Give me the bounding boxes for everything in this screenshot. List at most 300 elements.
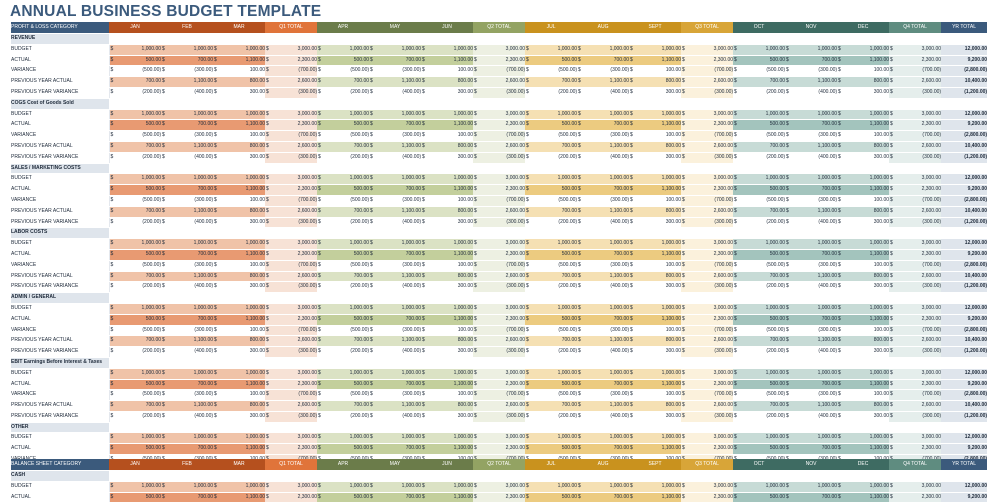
cell-value: (300.00) (269, 411, 317, 422)
table-row (11, 260, 987, 271)
currency-symbol: $ (629, 282, 633, 293)
cell-value: (300.00) (893, 152, 941, 163)
cell-value: (700.00) (685, 66, 733, 77)
currency-symbol: $ (421, 314, 425, 325)
year-total-value: 12,000.00 (941, 174, 987, 185)
currency-symbol: $ (629, 185, 633, 196)
cell-value: 1,100.00 (841, 185, 889, 196)
currency-symbol: $ (525, 260, 529, 271)
cell-value: 1,000.00 (529, 44, 577, 55)
currency-symbol: $ (421, 271, 425, 282)
currency-symbol: $ (265, 481, 269, 492)
cell-value: 700.00 (373, 249, 421, 260)
currency-symbol: $ (473, 174, 477, 185)
currency-symbol: $ (109, 141, 113, 152)
currency-symbol: $ (369, 249, 373, 260)
column-header-q2-total: Q2 TOTAL (473, 459, 525, 471)
currency-symbol: $ (785, 282, 789, 293)
year-total-value: 10,400.00 (941, 336, 987, 347)
currency-symbol: $ (317, 141, 321, 152)
cell-value: 700.00 (789, 314, 837, 325)
currency-symbol: $ (317, 87, 321, 98)
currency-symbol: $ (733, 433, 737, 444)
cell-value: 2,600.00 (685, 336, 733, 347)
cell-value: 1,000.00 (425, 44, 473, 55)
section-title: REVENUE (11, 34, 109, 45)
currency-symbol: $ (785, 401, 789, 412)
currency-symbol: $ (213, 379, 217, 390)
currency-symbol: $ (109, 120, 113, 131)
cell-value: (700.00) (269, 390, 317, 401)
cell-value: 500.00 (737, 120, 785, 131)
cell-value: 1,000.00 (373, 239, 421, 250)
currency-symbol: $ (265, 195, 269, 206)
currency-symbol: $ (681, 444, 685, 455)
currency-symbol: $ (525, 433, 529, 444)
currency-symbol: $ (369, 401, 373, 412)
cell-value: 100.00 (425, 195, 473, 206)
cell-value: 700.00 (789, 185, 837, 196)
currency-symbol: $ (525, 492, 529, 503)
currency-symbol: $ (161, 325, 165, 336)
cell-value: 1,100.00 (633, 379, 681, 390)
cell-value: 1,100.00 (165, 206, 213, 217)
table-row (11, 481, 987, 492)
cell-value: 500.00 (529, 120, 577, 131)
currency-symbol: $ (525, 444, 529, 455)
cell-value: 3,000.00 (477, 109, 525, 120)
year-total-value: 9,200.00 (941, 379, 987, 390)
page-title: ANNUAL BUSINESS BUDGET TEMPLATE (10, 3, 322, 20)
currency-symbol: $ (213, 87, 217, 98)
cell-value: 800.00 (633, 336, 681, 347)
currency-symbol: $ (161, 87, 165, 98)
currency-symbol: $ (577, 336, 581, 347)
cell-value: 500.00 (113, 185, 161, 196)
cell-value: 3,000.00 (893, 44, 941, 55)
currency-symbol: $ (733, 239, 737, 250)
currency-symbol: $ (525, 44, 529, 55)
cell-value: 1,100.00 (217, 120, 265, 131)
cell-value: (200.00) (529, 152, 577, 163)
currency-symbol: $ (525, 282, 529, 293)
cell-value: 1,000.00 (529, 433, 577, 444)
currency-symbol: $ (733, 282, 737, 293)
currency-symbol: $ (161, 185, 165, 196)
currency-symbol: $ (161, 282, 165, 293)
currency-symbol: $ (265, 492, 269, 503)
cell-value: (700.00) (269, 325, 317, 336)
currency-symbol: $ (889, 249, 893, 260)
cell-value: 1,000.00 (581, 481, 629, 492)
cell-value: 100.00 (633, 390, 681, 401)
currency-symbol: $ (317, 109, 321, 120)
cell-value: 3,000.00 (685, 368, 733, 379)
currency-symbol: $ (629, 120, 633, 131)
currency-symbol: $ (889, 239, 893, 250)
currency-symbol: $ (265, 239, 269, 250)
currency-symbol: $ (733, 368, 737, 379)
currency-symbol: $ (369, 347, 373, 358)
currency-symbol: $ (109, 481, 113, 492)
currency-symbol: $ (369, 481, 373, 492)
year-total-value: (2,800.00) (941, 260, 987, 271)
cell-value: 1,000.00 (165, 433, 213, 444)
currency-symbol: $ (837, 433, 841, 444)
currency-symbol: $ (629, 260, 633, 271)
cell-value: (400.00) (789, 282, 837, 293)
currency-symbol: $ (785, 239, 789, 250)
currency-symbol: $ (421, 55, 425, 66)
currency-symbol: $ (785, 411, 789, 422)
cell-value: (300.00) (789, 325, 837, 336)
cell-value: (500.00) (113, 390, 161, 401)
cell-value: 700.00 (529, 401, 577, 412)
cell-value: 700.00 (113, 141, 161, 152)
cell-value: 1,000.00 (113, 44, 161, 55)
currency-symbol: $ (369, 55, 373, 66)
currency-symbol: $ (317, 174, 321, 185)
currency-symbol: $ (421, 206, 425, 217)
cell-value: 700.00 (373, 185, 421, 196)
cell-value: 700.00 (321, 77, 369, 88)
currency-symbol: $ (577, 249, 581, 260)
currency-symbol: $ (473, 120, 477, 131)
currency-symbol: $ (785, 444, 789, 455)
year-total-value: 10,400.00 (941, 141, 987, 152)
cell-value: 2,300.00 (685, 314, 733, 325)
year-total-value: (2,800.00) (941, 66, 987, 77)
cell-value: (200.00) (737, 347, 785, 358)
cell-value: 700.00 (321, 206, 369, 217)
currency-symbol: $ (161, 66, 165, 77)
currency-symbol: $ (317, 368, 321, 379)
row-label: ACTUAL (11, 185, 109, 196)
cell-value: (700.00) (269, 260, 317, 271)
cell-value: 1,100.00 (841, 120, 889, 131)
cell-value: 1,000.00 (165, 239, 213, 250)
currency-symbol: $ (733, 401, 737, 412)
cell-value: 1,000.00 (633, 174, 681, 185)
cell-value: (700.00) (893, 390, 941, 401)
cell-value: 2,300.00 (893, 55, 941, 66)
section-row (11, 293, 987, 304)
currency-symbol: $ (265, 303, 269, 314)
currency-symbol: $ (161, 444, 165, 455)
cell-value: 500.00 (113, 249, 161, 260)
cell-value: 100.00 (841, 66, 889, 77)
currency-symbol: $ (837, 239, 841, 250)
table-row (11, 131, 987, 142)
currency-symbol: $ (629, 303, 633, 314)
cell-value: (300.00) (685, 411, 733, 422)
cell-value: 700.00 (165, 314, 213, 325)
column-header-aug: AUG (577, 459, 629, 471)
currency-symbol: $ (785, 336, 789, 347)
currency-symbol: $ (317, 401, 321, 412)
cell-value: (200.00) (529, 282, 577, 293)
cell-value: 1,000.00 (165, 109, 213, 120)
currency-symbol: $ (889, 347, 893, 358)
currency-symbol: $ (421, 44, 425, 55)
cell-value: 1,100.00 (373, 336, 421, 347)
currency-symbol: $ (161, 401, 165, 412)
cell-value: (200.00) (113, 347, 161, 358)
currency-symbol: $ (213, 131, 217, 142)
cell-value: 1,100.00 (425, 120, 473, 131)
year-total-value: 9,200.00 (941, 249, 987, 260)
cell-value: (500.00) (113, 66, 161, 77)
currency-symbol: $ (109, 260, 113, 271)
column-header-jun: JUN (421, 22, 473, 34)
currency-symbol: $ (733, 217, 737, 228)
cell-value: (300.00) (373, 195, 421, 206)
cell-value: 1,000.00 (581, 303, 629, 314)
currency-symbol: $ (109, 325, 113, 336)
cell-value: 700.00 (737, 206, 785, 217)
cell-value: 1,100.00 (633, 314, 681, 325)
cell-value: 1,000.00 (425, 433, 473, 444)
currency-symbol: $ (369, 141, 373, 152)
cell-value: 1,000.00 (841, 174, 889, 185)
currency-symbol: $ (629, 77, 633, 88)
cell-value: (400.00) (581, 87, 629, 98)
cell-value: 500.00 (113, 492, 161, 503)
cell-value: 700.00 (529, 271, 577, 282)
cell-value: (400.00) (373, 87, 421, 98)
cell-value: 1,100.00 (217, 444, 265, 455)
cell-value: (500.00) (321, 131, 369, 142)
cell-value: (300.00) (477, 411, 525, 422)
cell-value: 1,000.00 (113, 239, 161, 250)
row-label: PREVIOUS YEAR ACTUAL (11, 401, 109, 412)
table-row (11, 303, 987, 314)
cell-value: (500.00) (529, 66, 577, 77)
currency-symbol: $ (421, 368, 425, 379)
currency-symbol: $ (525, 249, 529, 260)
cell-value: (400.00) (165, 152, 213, 163)
cell-value: 100.00 (841, 390, 889, 401)
cell-value: 1,000.00 (737, 44, 785, 55)
row-label: VARIANCE (11, 325, 109, 336)
currency-symbol: $ (421, 379, 425, 390)
currency-symbol: $ (733, 444, 737, 455)
column-header-oct: OCT (733, 22, 785, 34)
cell-value: 300.00 (217, 411, 265, 422)
section-title: COGS Cost of Goods Sold (11, 98, 109, 109)
cell-value: 100.00 (217, 325, 265, 336)
cell-value: 700.00 (321, 141, 369, 152)
cell-value: 1,000.00 (841, 481, 889, 492)
cell-value: (400.00) (165, 411, 213, 422)
currency-symbol: $ (109, 44, 113, 55)
cell-value: 1,100.00 (789, 141, 837, 152)
currency-symbol: $ (629, 444, 633, 455)
cell-value: 3,000.00 (269, 433, 317, 444)
cell-value: 300.00 (633, 87, 681, 98)
currency-symbol: $ (889, 444, 893, 455)
currency-symbol: $ (837, 195, 841, 206)
cell-value: 1,000.00 (529, 368, 577, 379)
currency-symbol: $ (109, 401, 113, 412)
cell-value: 100.00 (633, 66, 681, 77)
cell-value: (200.00) (737, 411, 785, 422)
currency-symbol: $ (577, 271, 581, 282)
currency-symbol: $ (681, 185, 685, 196)
currency-symbol: $ (161, 77, 165, 88)
row-label: BUDGET (11, 368, 109, 379)
cell-value: (300.00) (581, 66, 629, 77)
cell-value: 2,600.00 (477, 77, 525, 88)
currency-symbol: $ (213, 481, 217, 492)
currency-symbol: $ (473, 206, 477, 217)
cell-value: (500.00) (113, 325, 161, 336)
cell-value: (300.00) (477, 152, 525, 163)
cell-value: 100.00 (633, 131, 681, 142)
table-row (11, 66, 987, 77)
currency-symbol: $ (837, 141, 841, 152)
currency-symbol: $ (837, 185, 841, 196)
table-row (11, 314, 987, 325)
cell-value: 800.00 (633, 141, 681, 152)
currency-symbol: $ (161, 239, 165, 250)
currency-symbol: $ (733, 109, 737, 120)
cell-value: (400.00) (789, 347, 837, 358)
cell-value: 1,000.00 (529, 109, 577, 120)
currency-symbol: $ (265, 55, 269, 66)
currency-symbol: $ (109, 368, 113, 379)
cell-value: 300.00 (217, 347, 265, 358)
currency-symbol: $ (213, 347, 217, 358)
cell-value: 300.00 (217, 152, 265, 163)
currency-symbol: $ (317, 481, 321, 492)
cell-value: 2,300.00 (685, 55, 733, 66)
currency-symbol: $ (473, 314, 477, 325)
cell-value: (300.00) (477, 87, 525, 98)
table-row (11, 379, 987, 390)
currency-symbol: $ (265, 325, 269, 336)
cell-value: (700.00) (477, 325, 525, 336)
row-label: PREVIOUS YEAR ACTUAL (11, 141, 109, 152)
column-header-sept: SEPT (629, 459, 681, 471)
currency-symbol: $ (421, 66, 425, 77)
currency-symbol: $ (161, 44, 165, 55)
cell-value: 3,000.00 (685, 433, 733, 444)
cell-value: (300.00) (893, 411, 941, 422)
currency-symbol: $ (577, 87, 581, 98)
cell-value: 1,000.00 (321, 239, 369, 250)
cell-value: (700.00) (893, 325, 941, 336)
cell-value: 700.00 (581, 120, 629, 131)
currency-symbol: $ (629, 401, 633, 412)
cell-value: 1,000.00 (737, 368, 785, 379)
currency-symbol: $ (837, 131, 841, 142)
row-label: BUDGET (11, 109, 109, 120)
currency-symbol: $ (317, 120, 321, 131)
currency-symbol: $ (889, 325, 893, 336)
cell-value: 1,000.00 (373, 368, 421, 379)
currency-symbol: $ (525, 325, 529, 336)
currency-symbol: $ (421, 282, 425, 293)
currency-symbol: $ (265, 217, 269, 228)
cell-value: 1,100.00 (217, 55, 265, 66)
cell-value: 1,000.00 (633, 44, 681, 55)
currency-symbol: $ (525, 303, 529, 314)
row-label: BUDGET (11, 174, 109, 185)
cell-value: 1,000.00 (633, 368, 681, 379)
currency-symbol: $ (213, 174, 217, 185)
currency-symbol: $ (369, 390, 373, 401)
cell-value: 500.00 (113, 379, 161, 390)
cell-value: 1,000.00 (321, 481, 369, 492)
cell-value: 1,000.00 (581, 44, 629, 55)
cell-value: (700.00) (269, 66, 317, 77)
currency-symbol: $ (733, 206, 737, 217)
currency-symbol: $ (889, 87, 893, 98)
currency-symbol: $ (421, 249, 425, 260)
currency-symbol: $ (733, 44, 737, 55)
year-total-value: (2,800.00) (941, 195, 987, 206)
cell-value: 1,100.00 (789, 271, 837, 282)
currency-symbol: $ (213, 77, 217, 88)
cell-value: (200.00) (321, 411, 369, 422)
currency-symbol: $ (317, 260, 321, 271)
cell-value: 800.00 (425, 271, 473, 282)
currency-symbol: $ (369, 109, 373, 120)
cell-value: (300.00) (789, 260, 837, 271)
currency-symbol: $ (369, 185, 373, 196)
cell-value: 1,100.00 (633, 249, 681, 260)
cell-value: 2,600.00 (685, 141, 733, 152)
row-label: PREVIOUS YEAR ACTUAL (11, 336, 109, 347)
cell-value: 800.00 (841, 141, 889, 152)
cell-value: 1,100.00 (581, 271, 629, 282)
currency-symbol: $ (109, 239, 113, 250)
currency-symbol: $ (421, 77, 425, 88)
currency-symbol: $ (629, 141, 633, 152)
currency-symbol: $ (837, 271, 841, 282)
currency-symbol: $ (681, 109, 685, 120)
cell-value: 1,000.00 (113, 109, 161, 120)
cell-value: (200.00) (113, 152, 161, 163)
year-total-value: 9,200.00 (941, 185, 987, 196)
section-row (11, 357, 987, 368)
cell-value: 1,000.00 (841, 239, 889, 250)
section-row (11, 228, 987, 239)
cell-value: (300.00) (893, 347, 941, 358)
cell-value: 2,300.00 (685, 249, 733, 260)
currency-symbol: $ (265, 141, 269, 152)
currency-symbol: $ (473, 401, 477, 412)
cell-value: 500.00 (529, 444, 577, 455)
currency-symbol: $ (109, 444, 113, 455)
currency-symbol: $ (213, 325, 217, 336)
cell-value: (400.00) (165, 347, 213, 358)
currency-symbol: $ (265, 77, 269, 88)
currency-symbol: $ (317, 336, 321, 347)
cell-value: 1,000.00 (737, 303, 785, 314)
cell-value: (500.00) (321, 195, 369, 206)
cell-value: 2,300.00 (685, 120, 733, 131)
cell-value: 1,000.00 (113, 174, 161, 185)
section-title: EBIT Earnings Before Interest & Taxes (11, 357, 109, 368)
currency-symbol: $ (421, 239, 425, 250)
section-row (11, 34, 987, 45)
currency-symbol: $ (161, 109, 165, 120)
cell-value: (400.00) (373, 282, 421, 293)
cell-value: (300.00) (581, 195, 629, 206)
currency-symbol: $ (473, 368, 477, 379)
